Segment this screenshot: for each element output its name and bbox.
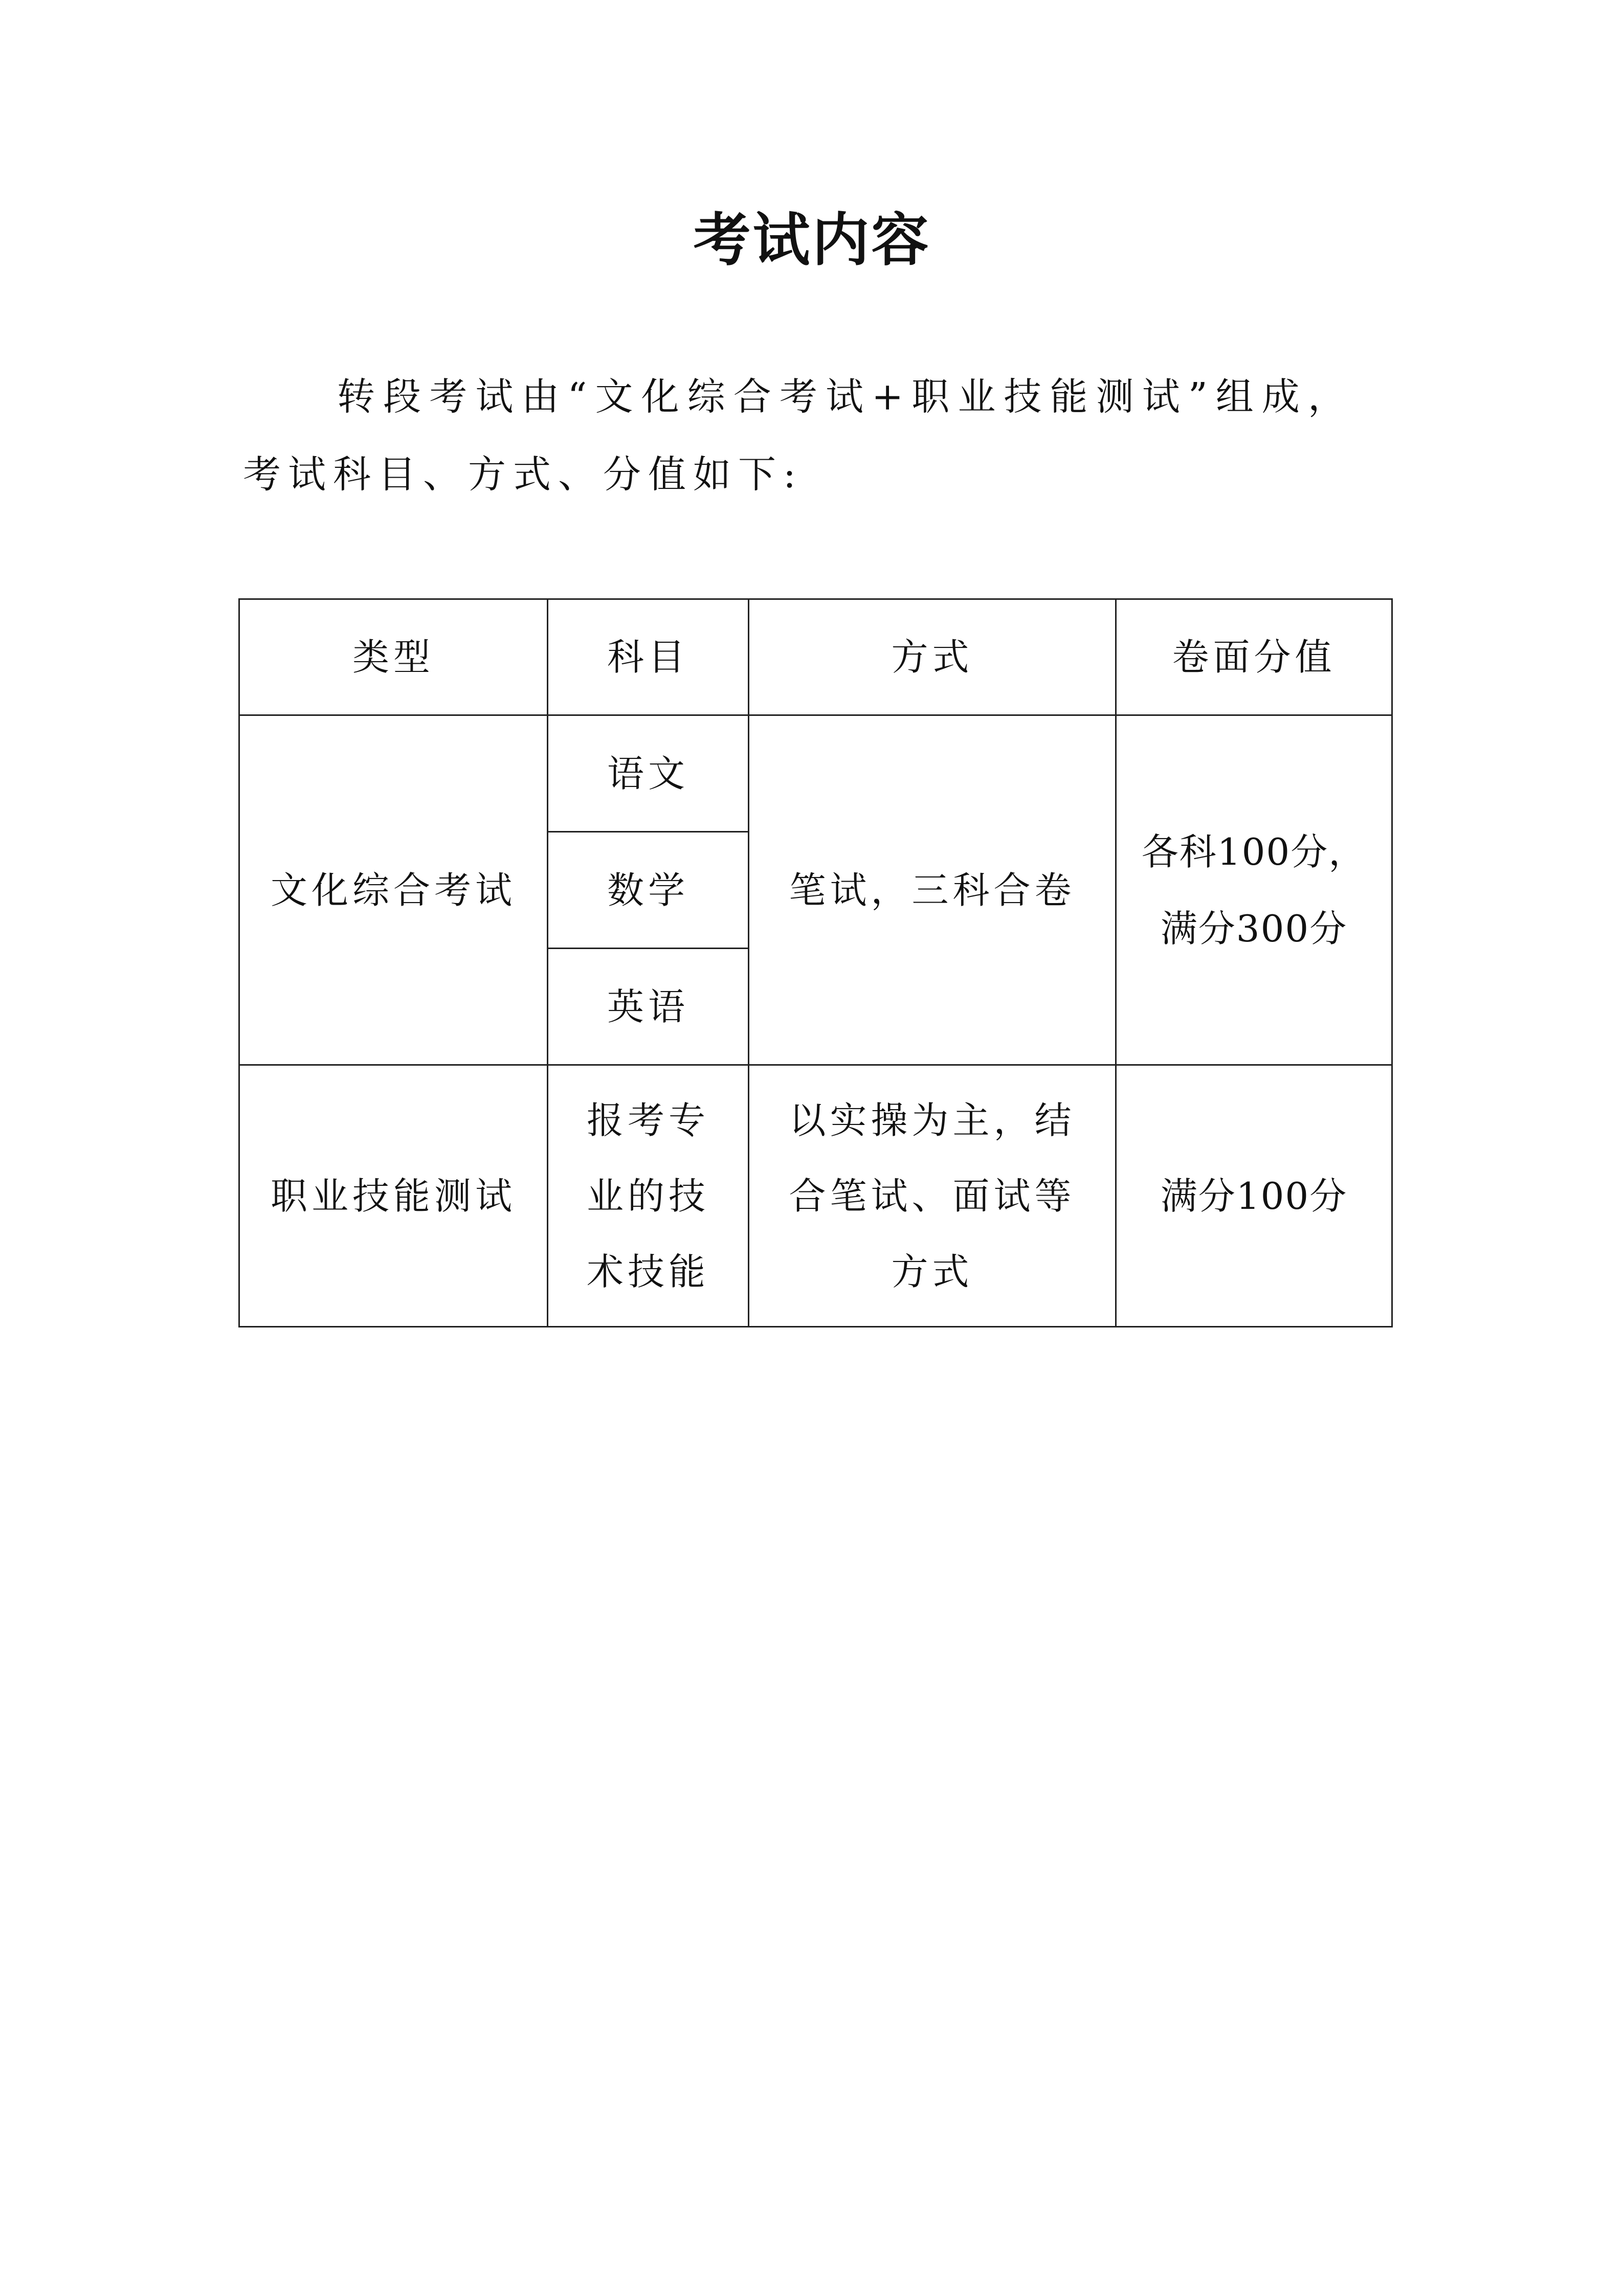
table-header-row	[239, 599, 1392, 715]
header-subject: 科目	[548, 599, 749, 715]
cell-method: 笔试，三科合卷	[749, 715, 1116, 1065]
header-score: 卷面分值	[1116, 599, 1392, 715]
cell-subject: 数学	[548, 832, 749, 949]
cell-subject: 报考专业的技术技能	[548, 1065, 749, 1327]
cell-type: 文化综合考试	[239, 715, 548, 1065]
exam-content-table	[238, 598, 1393, 1327]
table-row	[239, 1065, 1392, 1327]
score-line: 各科100分，	[1141, 830, 1367, 873]
cell-subject: 英语	[548, 949, 749, 1065]
cell-method: 以实操为主，结合笔试、面试等方式	[749, 1065, 1116, 1327]
table-row	[239, 715, 1392, 832]
score-line: 满分300分	[1160, 907, 1348, 950]
header-type: 类型	[239, 599, 548, 715]
page-title: 考试内容	[693, 207, 931, 274]
cell-subject: 语文	[548, 715, 749, 832]
cell-score: 满分100分	[1116, 1065, 1392, 1327]
header-method: 方式	[749, 599, 1116, 715]
cell-type: 职业技能测试	[239, 1065, 548, 1327]
intro-paragraph: 转段考试由“文化综合考试+职业技能测试”组成，考试科目、方式、分值如下:	[243, 375, 1353, 497]
cell-score	[1116, 715, 1392, 1065]
